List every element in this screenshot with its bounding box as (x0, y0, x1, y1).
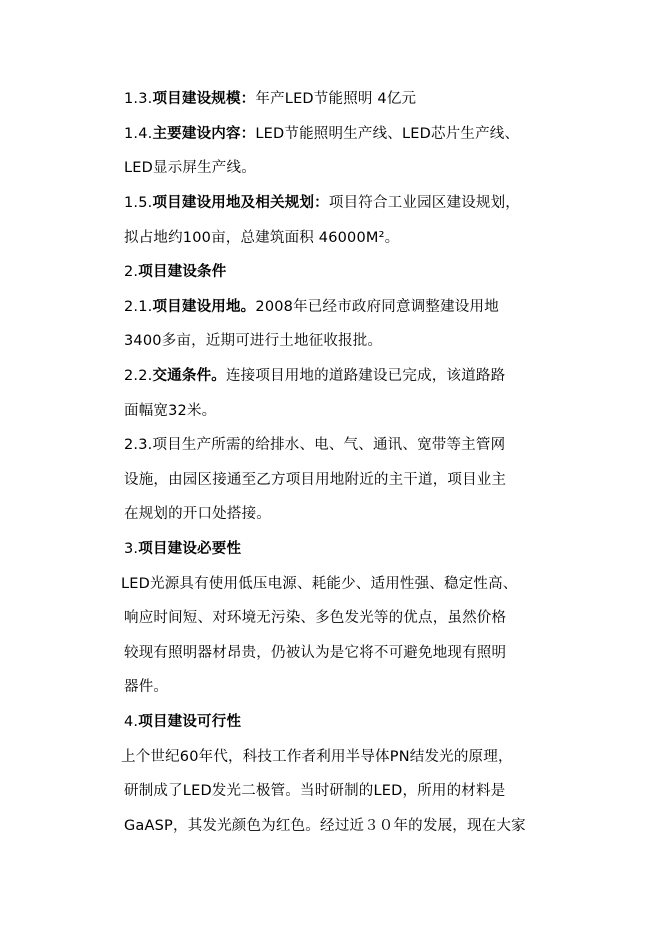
section-1-3 (124, 89, 416, 109)
section-heading: 主要建设内容： (152, 126, 256, 142)
section-text: 连接项目用地的道路建设已完成，该道路路 (225, 368, 506, 384)
section-number: 1.4. (124, 126, 153, 142)
section-3-line-3: 较现有照明器材昂贵，仍被认为是它将不可避免地现有照明 (124, 645, 507, 661)
section-2-3-line-2: 设施，由园区接通至乙方项目用地附近的主干道，项目业主 (124, 472, 507, 488)
section-3 (124, 539, 241, 559)
section-heading: 项目建设可行性 (138, 714, 242, 730)
section-3-line-4: 器件。 (124, 679, 169, 695)
section-2-3-line-3: 在规划的开口处搭接。 (124, 506, 271, 522)
section-2 (124, 262, 226, 282)
section-text: LED节能照明生产线、LED芯片生产线、 (255, 126, 520, 142)
section-4 (124, 712, 241, 732)
section-1-4 (124, 124, 519, 144)
section-heading: 项目建设条件 (138, 264, 227, 280)
section-heading: 项目建设用地。 (152, 299, 256, 315)
section-2-1 (124, 297, 499, 317)
section-3-line-2: 响应时间短、对环境无污染、多色发光等的优点，虽然价格 (124, 610, 507, 626)
section-2-2 (124, 366, 505, 386)
section-2-3-line-1: 2.3.项目生产所需的给排水、电、气、通讯、宽带等主管网 (124, 437, 506, 453)
section-4-line-1: 上个世纪60年代，科技工作者利用半导体PN结发光的原理， (121, 749, 513, 765)
section-number: 1.5. (124, 195, 153, 211)
section-3-line-1: LED光源具有使用低压电源、耗能少、适用性强、稳定性高、 (121, 576, 518, 592)
section-number: 2.2. (124, 368, 153, 384)
section-number: 2.1. (124, 299, 153, 315)
section-number: 1.3. (124, 91, 153, 107)
section-text: 2008年已经市政府同意调整建设用地 (255, 299, 499, 315)
section-heading: 项目建设用地及相关规划： (152, 195, 329, 211)
section-2-2-line-2: 面幅宽32米。 (124, 403, 217, 419)
section-4-line-3: GaASP，其发光颜色为红色。经过近３０年的发展，现在大家 (124, 818, 526, 834)
section-1-5-line-2: 拟占地约100亩，总建筑面积 46000M²。 (124, 230, 400, 246)
section-heading: 交通条件。 (152, 368, 226, 384)
section-1-4-line-2: LED显示屏生产线。 (124, 160, 256, 176)
section-1-5 (124, 193, 520, 213)
section-text: 年产LED节能照明 4亿元 (255, 91, 417, 107)
section-4-line-2: 研制成了LED发光二极管。当时研制的LED，所用的材料是 (124, 783, 506, 799)
section-number: 2. (124, 264, 139, 280)
section-number: 3. (124, 541, 139, 557)
section-heading: 项目建设必要性 (138, 541, 242, 557)
section-heading: 项目建设规模： (152, 91, 256, 107)
section-text: 项目符合工业园区建设规划， (328, 195, 520, 211)
section-number: 4. (124, 714, 139, 730)
section-2-1-line-2: 3400多亩，近期可进行土地征收报批。 (124, 333, 383, 349)
